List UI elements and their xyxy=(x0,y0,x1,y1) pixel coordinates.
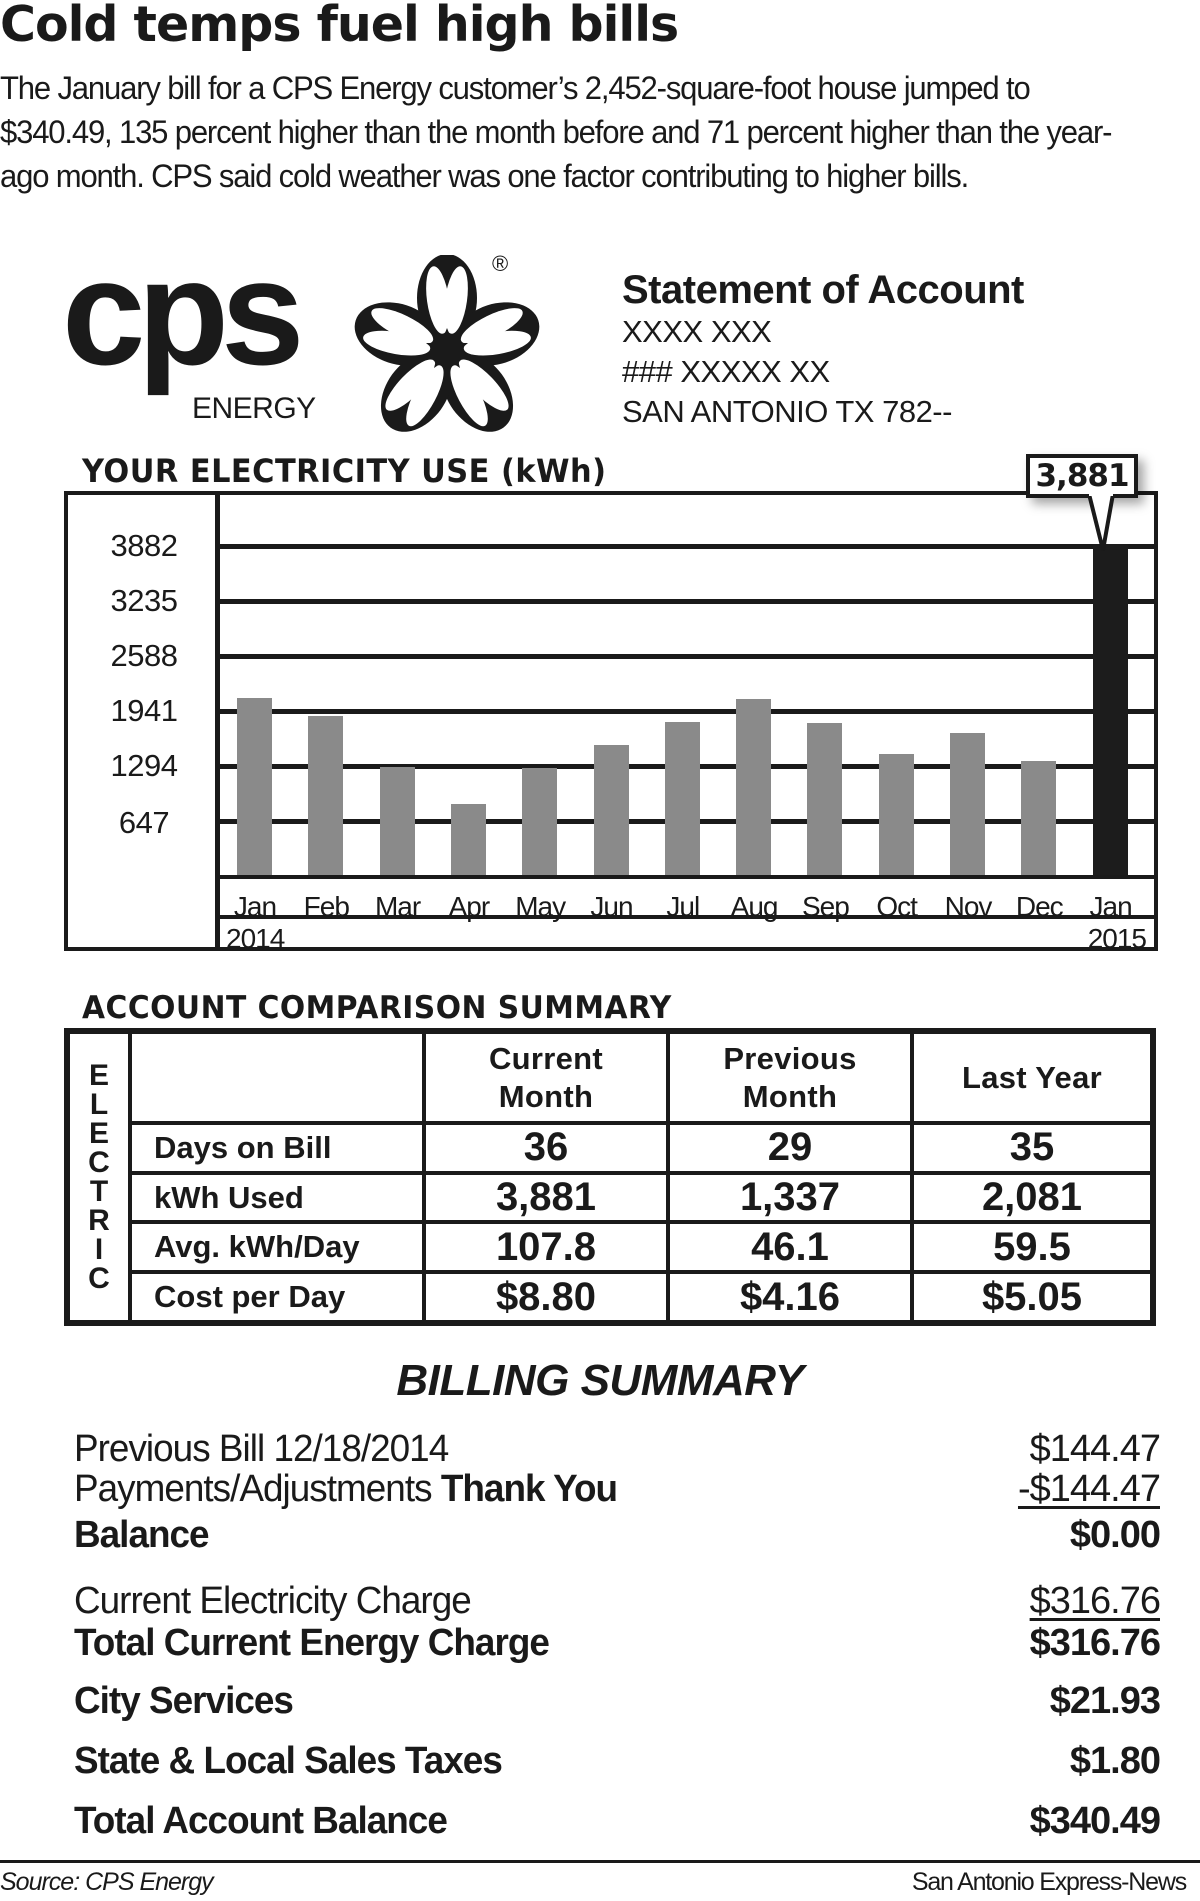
bar xyxy=(380,767,415,875)
billing-amount: $1.80 xyxy=(1069,1740,1160,1782)
statement-city: SAN ANTONIO TX 782-- xyxy=(622,394,952,429)
billing-amount: $144.47 xyxy=(1029,1428,1160,1470)
y-axis xyxy=(68,495,220,947)
cell-value: 35 xyxy=(912,1123,1153,1173)
billing-row xyxy=(74,1680,1160,1724)
bar xyxy=(879,754,914,875)
billing-label: State & Local Sales Taxes xyxy=(74,1740,502,1782)
x-tick-label: Feb xyxy=(303,891,349,922)
headline: Cold temps fuel high bills xyxy=(0,0,679,53)
billing-amount: $340.49 xyxy=(1029,1800,1160,1842)
header-blank xyxy=(130,1031,424,1123)
bar xyxy=(594,745,629,875)
row-label: Cost per Day xyxy=(130,1272,424,1323)
bar xyxy=(665,722,700,875)
cell-value: 107.8 xyxy=(424,1222,668,1272)
billing-label: Current Electricity Charge xyxy=(74,1580,471,1622)
source-credit: Source: CPS Energy xyxy=(0,1868,213,1896)
electric-side-label: E L E C T R I C xyxy=(67,1031,130,1323)
x-tick-label: Sep xyxy=(801,891,849,922)
usage-chart xyxy=(64,491,1158,954)
y-tick: 1941 xyxy=(110,693,178,728)
year-start-label: 2014 xyxy=(226,923,285,954)
registered-mark: ® xyxy=(492,251,509,276)
x-tick-label: Jul xyxy=(666,891,700,922)
y-tick: 3235 xyxy=(110,583,178,618)
billing-amount: $21.93 xyxy=(1049,1680,1160,1722)
footer-divider xyxy=(0,1860,1200,1863)
billing-row xyxy=(74,1800,1160,1844)
bar xyxy=(308,716,343,875)
cps-energy-logo xyxy=(62,228,542,435)
y-tick: 2588 xyxy=(110,638,178,673)
comparison-table xyxy=(64,1028,1156,1326)
gridline xyxy=(220,709,1154,714)
header-current-month: Current Month xyxy=(424,1031,668,1123)
billing-label: Balance xyxy=(74,1514,209,1556)
table-row xyxy=(67,1272,1153,1323)
bar xyxy=(736,699,771,875)
cell-value: $5.05 xyxy=(912,1272,1153,1323)
bar xyxy=(807,723,842,875)
logo-subtitle: ENERGY xyxy=(192,392,316,425)
header-previous-month: Previous Month xyxy=(668,1031,912,1123)
billing-label: Total Account Balance xyxy=(74,1800,447,1842)
billing-row xyxy=(74,1622,1160,1666)
gridline xyxy=(220,654,1154,659)
star-flower-icon xyxy=(352,255,542,435)
billing-title: BILLING SUMMARY xyxy=(396,1356,804,1405)
x-tick-label: May xyxy=(515,891,566,922)
billing-label: Payments/Adjustments Thank You xyxy=(74,1468,618,1510)
billing-label: Previous Bill 12/18/2014 xyxy=(74,1428,449,1470)
billing-row xyxy=(74,1580,1160,1624)
billing-amount: $0.00 xyxy=(1069,1514,1160,1556)
table-row xyxy=(67,1222,1153,1272)
statement-title: Statement of Account xyxy=(622,268,1024,312)
bar xyxy=(522,768,557,875)
billing-amount: $316.76 xyxy=(1029,1622,1160,1664)
cell-value: $8.80 xyxy=(424,1272,668,1323)
billing-row xyxy=(74,1514,1160,1558)
statement-block xyxy=(622,268,1024,432)
cell-value: 2,081 xyxy=(912,1173,1153,1223)
dek-text: The January bill for a CPS Energy customer’s 2,452-square-foot house jumped to $340.49, 135 percent higher than the month before and 71 percent higher than the year-ago month. CPS said cold weather was one factor contributing to higher bills. xyxy=(0,70,1112,194)
table-row xyxy=(67,1123,1153,1173)
highlight-callout: 3,881 xyxy=(1026,454,1138,498)
table-row xyxy=(67,1173,1153,1223)
x-tick-label: Dec xyxy=(1015,891,1063,922)
comparison-title: ACCOUNT COMPARISON SUMMARY xyxy=(82,990,672,1026)
row-label: Avg. kWh/Day xyxy=(130,1222,424,1272)
x-tick-label: Jan xyxy=(233,891,277,922)
bar xyxy=(451,804,486,875)
x-tick-label: Oct xyxy=(876,891,917,922)
cell-value: 36 xyxy=(424,1123,668,1173)
chart-title: YOUR ELECTRICITY USE (kWh) xyxy=(82,452,607,490)
row-label: Days on Bill xyxy=(130,1123,424,1173)
bar xyxy=(1021,761,1056,875)
callout-pointer-icon xyxy=(1085,494,1125,554)
billing-amount: $316.76 xyxy=(1029,1580,1160,1622)
x-axis-baseline xyxy=(220,875,1154,879)
x-tick-label: Mar xyxy=(374,891,421,922)
billing-row xyxy=(74,1428,1160,1472)
billing-amount: -$144.47 xyxy=(1017,1468,1160,1510)
row-label: kWh Used xyxy=(130,1173,424,1223)
bar xyxy=(1093,544,1128,875)
logo-wordmark: cps xyxy=(62,228,297,396)
bar xyxy=(237,698,272,875)
statement-address: ### XXXXX XX xyxy=(622,354,830,389)
x-tick-label: Nov xyxy=(944,891,992,922)
cell-value: 3,881 xyxy=(424,1173,668,1223)
y-tick: 1294 xyxy=(110,748,178,783)
x-tick-label: Jun xyxy=(590,891,633,922)
x-tick-label: Apr xyxy=(448,891,490,922)
x-tick-label: Aug xyxy=(730,891,778,922)
y-tick: 3882 xyxy=(110,528,178,563)
header-last-year: Last Year xyxy=(912,1031,1153,1123)
cell-value: 1,337 xyxy=(668,1173,912,1223)
billing-row xyxy=(74,1468,1160,1512)
cell-value: 59.5 xyxy=(912,1222,1153,1272)
gridline xyxy=(220,599,1154,604)
gridline xyxy=(220,544,1154,549)
cell-value: 29 xyxy=(668,1123,912,1173)
statement-name: XXXX XXX xyxy=(622,314,772,349)
cell-value: 46.1 xyxy=(668,1222,912,1272)
billing-row xyxy=(74,1740,1160,1784)
year-end-label: 2015 xyxy=(1087,923,1146,954)
y-tick: 647 xyxy=(118,805,170,840)
x-tick-label: Jan xyxy=(1089,891,1132,922)
plot-area xyxy=(220,495,1154,954)
bar xyxy=(950,733,985,875)
billing-label: Total Current Energy Charge xyxy=(74,1622,549,1664)
cell-value: $4.16 xyxy=(668,1272,912,1323)
billing-label: City Services xyxy=(74,1680,293,1722)
publisher-credit: San Antonio Express-News xyxy=(911,1868,1186,1896)
